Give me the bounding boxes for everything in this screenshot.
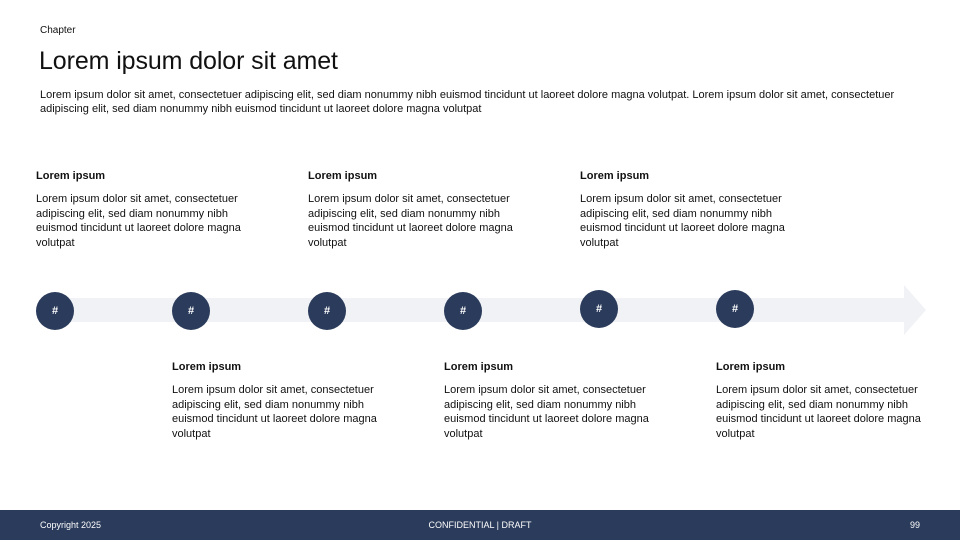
step-description: Lorem ipsum dolor sit amet, consectetuer adipiscing elit, sed diam nonummy nibh euismod tincidunt ut laoreet dolore magna volutpat: [580, 193, 785, 249]
step-heading: Lorem ipsum: [580, 170, 650, 182]
footer-page-number: 99: [909, 520, 920, 530]
step-marker-5: #: [580, 290, 618, 328]
step-marker-1: #: [36, 292, 74, 330]
step-description: Lorem ipsum dolor sit amet, consectetuer adipiscing elit, sed diam nonummy nibh euismod tincidunt ut laoreet dolore magna volutpat: [444, 384, 649, 440]
step-block-4: [444, 360, 674, 441]
step-heading: Lorem ipsum: [36, 170, 106, 182]
step-heading: Lorem ipsum: [172, 361, 242, 373]
page-title: Lorem ipsum dolor sit amet: [39, 47, 338, 75]
chapter-label: Chapter: [40, 25, 76, 36]
step-description: Lorem ipsum dolor sit amet, consectetuer adipiscing elit, sed diam nonummy nibh euismod tincidunt ut laoreet dolore magna volutpat: [172, 384, 377, 440]
step-block-1: [36, 169, 266, 250]
step-marker-2: #: [172, 292, 210, 330]
step-block-2: [172, 360, 402, 441]
step-heading: Lorem ipsum: [444, 361, 514, 373]
step-description: Lorem ipsum dolor sit amet, consectetuer adipiscing elit, sed diam nonummy nibh euismod tincidunt ut laoreet dolore magna volutpat: [716, 384, 921, 440]
step-block-3: [308, 169, 538, 250]
step-marker-4: #: [444, 292, 482, 330]
footer-copyright: Copyright 2025: [40, 520, 102, 530]
footer-classification: CONFIDENTIAL | DRAFT: [428, 520, 532, 530]
step-marker-3: #: [308, 292, 346, 330]
step-block-5: [580, 169, 810, 250]
step-block-6: [716, 360, 946, 441]
step-marker-6: #: [716, 290, 754, 328]
step-heading: Lorem ipsum: [716, 361, 786, 373]
step-description: Lorem ipsum dolor sit amet, consectetuer adipiscing elit, sed diam nonummy nibh euismod tincidunt ut laoreet dolore magna volutpat: [36, 193, 241, 249]
footer-bar: [0, 510, 960, 540]
step-description: Lorem ipsum dolor sit amet, consectetuer adipiscing elit, sed diam nonummy nibh euismod tincidunt ut laoreet dolore magna volutpat: [308, 193, 513, 249]
step-heading: Lorem ipsum: [308, 170, 378, 182]
intro-paragraph: Lorem ipsum dolor sit amet, consectetuer adipiscing elit, sed diam nonummy nibh euismod tincidunt ut laoreet dolore magna volutpat. Lorem ipsum dolor sit amet, consectetuer adipiscing elit, sed diam nonummy nibh euismod tincidunt ut laoreet dolore magna volutpat: [40, 89, 895, 115]
